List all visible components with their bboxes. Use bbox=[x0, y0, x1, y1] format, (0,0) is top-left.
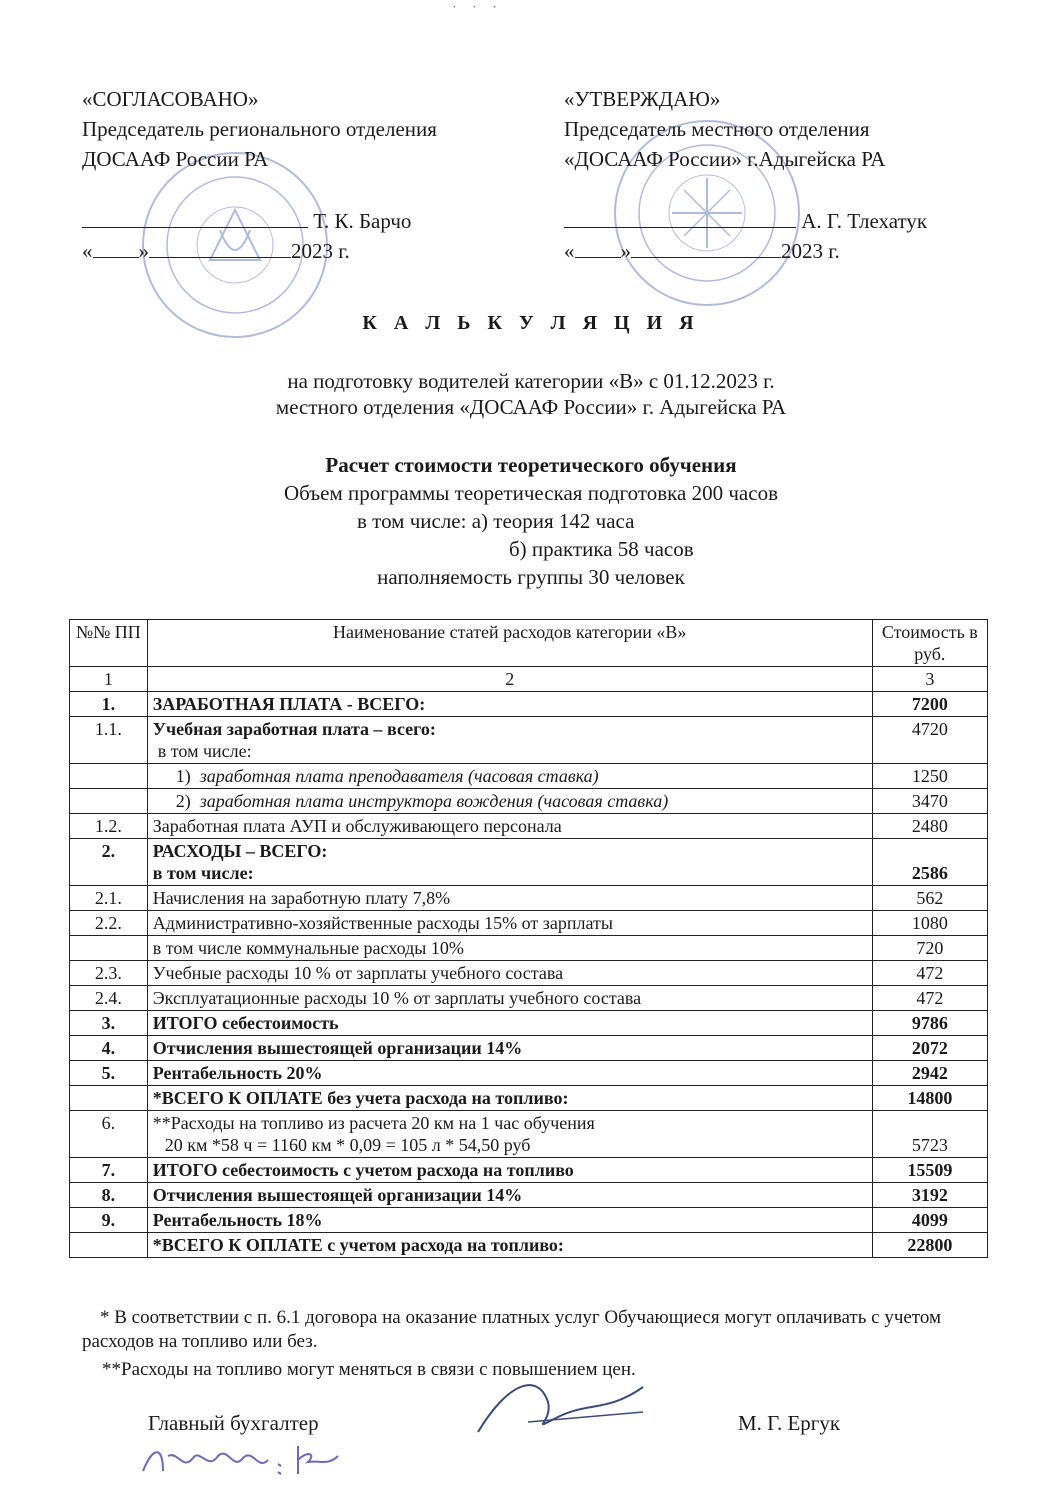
row-num: 4. bbox=[70, 1036, 148, 1061]
row-num: 1.1. bbox=[70, 717, 148, 764]
row-name: в том числе коммунальные расходы 10% bbox=[147, 936, 872, 961]
table-row bbox=[70, 1111, 988, 1158]
table-row bbox=[70, 1061, 988, 1086]
table-row bbox=[70, 1036, 988, 1061]
row-name: Рентабельность 20% bbox=[147, 1061, 872, 1086]
footnote-payment: * В соответствии с п. 6.1 договора на оказание платных услуг Обучающиеся могут оплачивать с учетом расходов на топливо или без. bbox=[82, 1307, 942, 1352]
row-num: 3. bbox=[70, 1011, 148, 1036]
row-value: 2480 bbox=[872, 814, 987, 839]
approval-org-right: «ДОСААФ России» г.Адыгейска РА bbox=[564, 147, 886, 171]
row-prefix: 1) bbox=[175, 766, 191, 786]
calc-heading: Расчет стоимости теоретического обучения bbox=[325, 453, 737, 477]
row-value: 2586 bbox=[872, 839, 987, 886]
table-row bbox=[70, 936, 988, 961]
row-num: 2. bbox=[70, 839, 148, 886]
date-open-quote: « bbox=[564, 239, 575, 263]
approval-block-right bbox=[564, 84, 1024, 266]
date-day-right bbox=[575, 257, 621, 258]
table-row bbox=[70, 814, 988, 839]
table-row bbox=[70, 789, 988, 814]
row-name-cell bbox=[147, 1111, 872, 1158]
cost-table bbox=[69, 619, 988, 1258]
table-row bbox=[70, 692, 988, 717]
table-row bbox=[70, 1086, 988, 1111]
row-num: 7. bbox=[70, 1158, 148, 1183]
footnote-fuel: **Расходы на топливо могут меняться в связи с повышением цен. bbox=[102, 1359, 636, 1380]
approval-position-right: Председатель местного отделения bbox=[564, 117, 870, 141]
row-name: Административно-хозяйственные расходы 15% от зарплаты bbox=[147, 911, 872, 936]
calc-volume: Объем программы теоретическая подготовка 200 часов bbox=[283, 481, 778, 505]
index-num: 1 bbox=[70, 667, 148, 692]
row-name-cell bbox=[147, 789, 872, 814]
row-value: 9786 bbox=[872, 1011, 987, 1036]
row-value: 720 bbox=[872, 936, 987, 961]
signature-line-left bbox=[82, 227, 308, 228]
row-value: 15509 bbox=[872, 1158, 987, 1183]
row-name-cell bbox=[147, 764, 872, 789]
row-name: Учебные расходы 10 % от зарплаты учебного состава bbox=[147, 961, 872, 986]
handwritten-checked-note bbox=[138, 1436, 358, 1491]
row-value: 472 bbox=[872, 986, 987, 1011]
row-num: 5. bbox=[70, 1061, 148, 1086]
row-num: 2.3. bbox=[70, 961, 148, 986]
document-title: К А Л Ь К У Л Я Ц И Я bbox=[362, 312, 700, 334]
calc-group-size: наполняемость группы 30 человек bbox=[377, 565, 685, 589]
date-close-quote: » bbox=[620, 239, 631, 263]
index-name: 2 bbox=[147, 667, 872, 692]
row-num: 2.2. bbox=[70, 911, 148, 936]
approval-name-right: А. Г. Тлехатук bbox=[801, 209, 928, 233]
approval-name-left: Т. К. Барчо bbox=[313, 209, 412, 233]
index-value: 3 bbox=[872, 667, 987, 692]
table-row bbox=[70, 1208, 988, 1233]
row-name: Заработная плата АУП и обслуживающего персонала bbox=[147, 814, 872, 839]
approval-block-left bbox=[82, 84, 522, 266]
row-name: *ВСЕГО К ОПЛАТЕ с учетом расхода на топливо: bbox=[147, 1233, 872, 1258]
table-row bbox=[70, 1183, 988, 1208]
row-name: РАСХОДЫ – ВСЕГО: bbox=[152, 841, 328, 861]
row-value: 1250 bbox=[872, 764, 987, 789]
table-row bbox=[70, 986, 988, 1011]
table-row bbox=[70, 839, 988, 886]
row-name: Учебная заработная плата – всего: bbox=[152, 719, 436, 739]
row-name: Эксплуатационные расходы 10 % от зарплаты учебного состава bbox=[147, 986, 872, 1011]
date-year-left: 2023 г. bbox=[291, 239, 350, 263]
header-num: №№ ПП bbox=[70, 620, 148, 667]
row-num: 6. bbox=[70, 1111, 148, 1158]
document-subtitle-1: на подготовку водителей категории «В» с 01.12.2023 г. bbox=[287, 369, 775, 393]
row-name-sub: 20 км *58 ч = 1160 км * 0,09 = 105 л * 54,50 руб bbox=[164, 1135, 531, 1155]
row-num: 9. bbox=[70, 1208, 148, 1233]
approval-signature-row-right bbox=[564, 206, 1024, 236]
calc-practice: б) практика 58 часов bbox=[509, 537, 694, 561]
row-value: 4099 bbox=[872, 1208, 987, 1233]
row-name-cell bbox=[147, 717, 872, 764]
row-value: 562 bbox=[872, 886, 987, 911]
date-day-left bbox=[93, 257, 139, 258]
row-value: 7200 bbox=[872, 692, 987, 717]
row-value: 5723 bbox=[872, 1111, 987, 1158]
row-name: Начисления на заработную плату 7,8% bbox=[147, 886, 872, 911]
row-num bbox=[70, 789, 148, 814]
scan-speck: ˙ ˙ ˙ bbox=[452, 4, 503, 19]
approval-status-right: «УТВЕРЖДАЮ» bbox=[564, 87, 721, 111]
date-year-right: 2023 г. bbox=[781, 239, 840, 263]
signature-line-right bbox=[564, 227, 796, 228]
row-name: Отчисления вышестоящей организации 14% bbox=[147, 1036, 872, 1061]
accountant-position: Главный бухгалтер bbox=[148, 1411, 319, 1435]
row-num bbox=[70, 936, 148, 961]
table-row bbox=[70, 1233, 988, 1258]
row-name: заработная плата инструктора вождения (часовая ставка) bbox=[199, 791, 669, 811]
row-value: 22800 bbox=[872, 1233, 987, 1258]
row-num: 2.1. bbox=[70, 886, 148, 911]
row-name: ИТОГО себестоимость bbox=[147, 1011, 872, 1036]
row-value: 2942 bbox=[872, 1061, 987, 1086]
date-month-line-left bbox=[149, 257, 291, 258]
date-month-line-right bbox=[631, 257, 781, 258]
row-name: ЗАРАБОТНАЯ ПЛАТА - ВСЕГО: bbox=[147, 692, 872, 717]
approval-status-left: «СОГЛАСОВАНО» bbox=[82, 87, 259, 111]
approval-date-right bbox=[564, 236, 1024, 266]
row-num: 1. bbox=[70, 692, 148, 717]
row-value: 472 bbox=[872, 961, 987, 986]
row-name: заработная плата преподавателя (часовая ставка) bbox=[199, 766, 599, 786]
handwritten-signature bbox=[468, 1362, 668, 1457]
row-num: 1.2. bbox=[70, 814, 148, 839]
table-header-row bbox=[70, 620, 988, 667]
row-name: *ВСЕГО К ОПЛАТЕ без учета расхода на топливо: bbox=[147, 1086, 872, 1111]
row-name: Рентабельность 18% bbox=[147, 1208, 872, 1233]
row-name-cell bbox=[147, 839, 872, 886]
row-name-sub: в том числе: bbox=[152, 863, 254, 883]
row-value: 2072 bbox=[872, 1036, 987, 1061]
row-prefix: 2) bbox=[175, 791, 191, 811]
table-row bbox=[70, 717, 988, 764]
calc-theory: в том числе: а) теория 142 часа bbox=[357, 509, 635, 533]
approval-date-left bbox=[82, 236, 522, 266]
accountant-name: М. Г. Ергук bbox=[738, 1411, 841, 1435]
row-name-sub: в том числе: bbox=[157, 741, 252, 761]
table-row bbox=[70, 911, 988, 936]
row-name: ИТОГО себестоимость с учетом расхода на топливо bbox=[147, 1158, 872, 1183]
row-num: 8. bbox=[70, 1183, 148, 1208]
row-num bbox=[70, 764, 148, 789]
header-name: Наименование статей расходов категории «В» bbox=[147, 620, 872, 667]
table-row bbox=[70, 1011, 988, 1036]
date-open-quote: « bbox=[82, 239, 93, 263]
row-value: 3470 bbox=[872, 789, 987, 814]
table-row bbox=[70, 1158, 988, 1183]
table-row bbox=[70, 886, 988, 911]
date-close-quote: » bbox=[138, 239, 149, 263]
row-name: **Расходы на топливо из расчета 20 км на 1 час обучения bbox=[152, 1113, 595, 1133]
table-row bbox=[70, 764, 988, 789]
row-value: 14800 bbox=[872, 1086, 987, 1111]
approval-position-left: Председатель регионального отделения bbox=[82, 117, 437, 141]
row-value: 3192 bbox=[872, 1183, 987, 1208]
table-index-row bbox=[70, 667, 988, 692]
row-num bbox=[70, 1233, 148, 1258]
header-value: Стоимость в руб. bbox=[872, 620, 987, 667]
row-value: 1080 bbox=[872, 911, 987, 936]
row-num bbox=[70, 1086, 148, 1111]
table-row bbox=[70, 961, 988, 986]
document-subtitle-2: местного отделения «ДОСААФ России» г. Адыгейска РА bbox=[275, 395, 787, 419]
row-value: 4720 bbox=[872, 717, 987, 764]
approval-signature-row-left bbox=[82, 206, 522, 236]
approval-org-left: ДОСААФ России РА bbox=[82, 147, 269, 171]
row-name: Отчисления вышестоящей организации 14% bbox=[147, 1183, 872, 1208]
row-num: 2.4. bbox=[70, 986, 148, 1011]
